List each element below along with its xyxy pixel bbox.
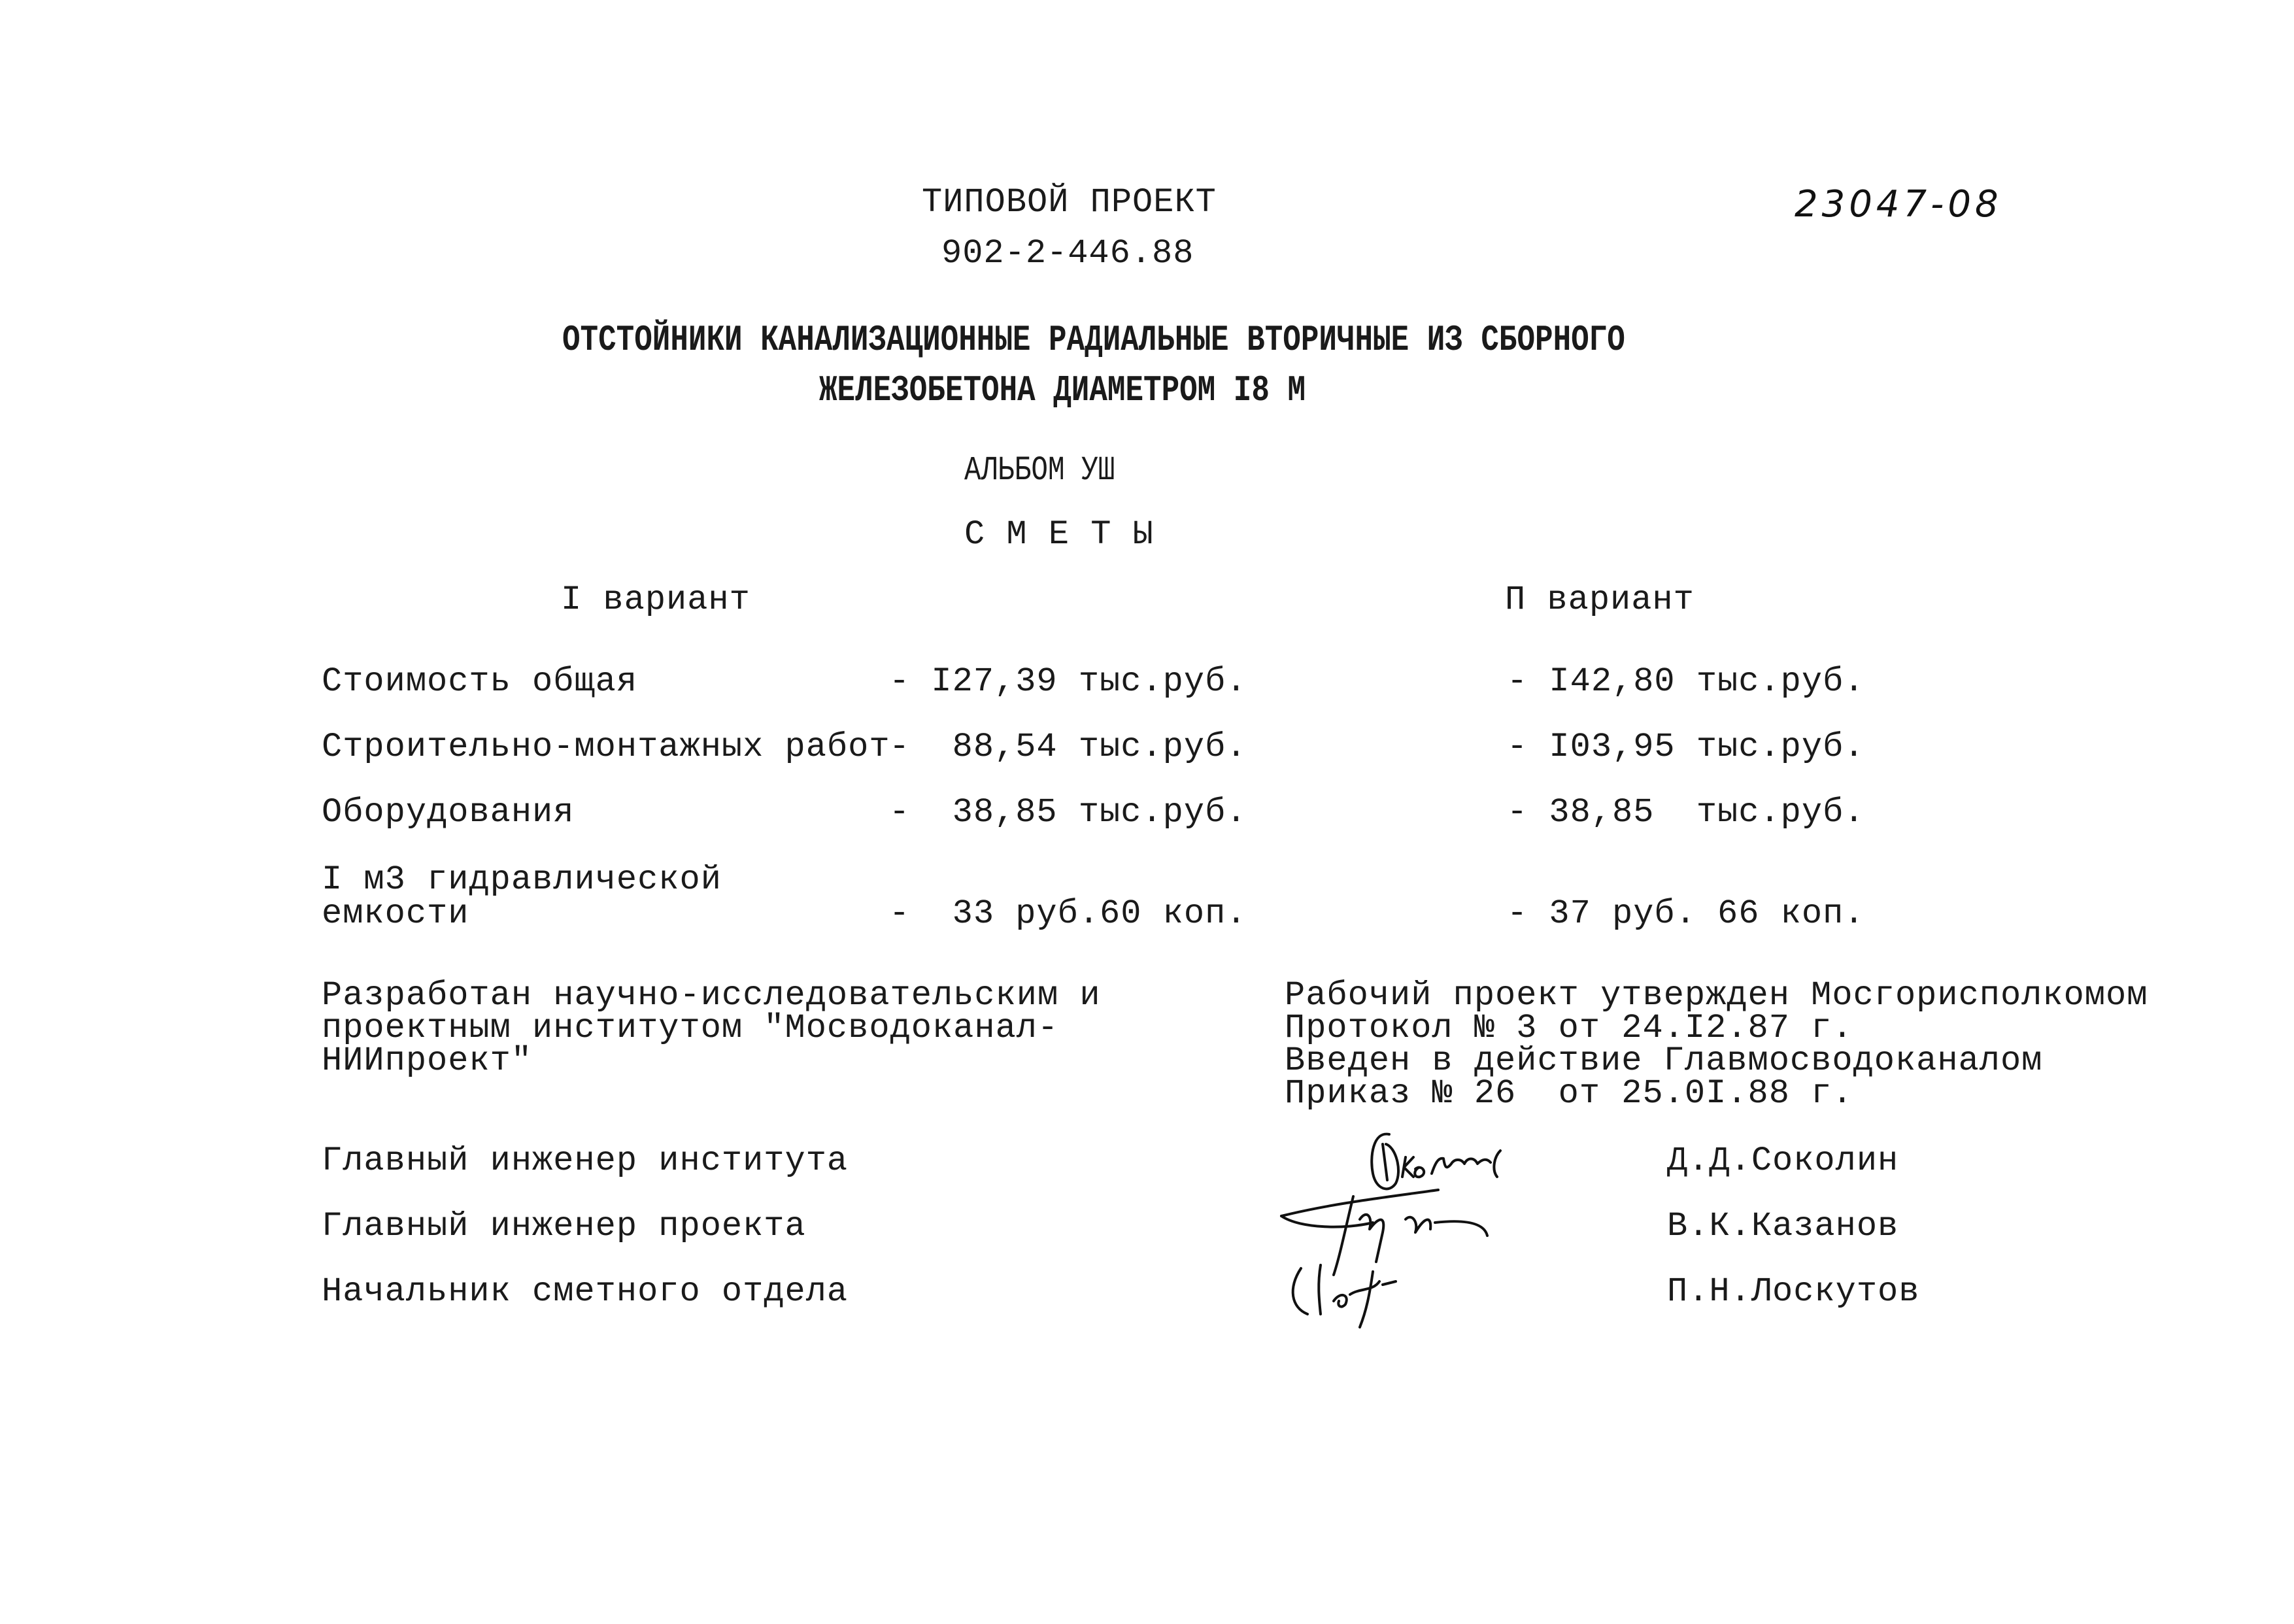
project-number: 902-2-446.88 (941, 234, 1194, 273)
estimate-row-label-line2: емкости (322, 894, 469, 933)
signatory-name: П.Н.Лоскутов (1667, 1272, 1920, 1311)
developer-line: НИИпроект" (322, 1041, 533, 1080)
estimate-row-label-line1: I м3 гидравлической (322, 860, 722, 899)
estimate-row-v2: - 38,85 тыс.руб. (1507, 793, 1865, 832)
variant2-heading: П вариант (1505, 581, 1695, 619)
estimate-row-label: Стоимость общая (322, 662, 638, 701)
document-title-line1: ОТСТОЙНИКИ КАНАЛИЗАЦИОННЫЕ РАДИАЛЬНЫЕ ВТОРИЧНЫЕ ИЗ СБОРНОГО (562, 319, 1625, 361)
signatory-name: В.К.Казанов (1667, 1207, 1899, 1245)
approval-line: Приказ № 26 от 25.0I.88 г. (1285, 1074, 1853, 1113)
signatory-role: Главный инженер проекта (322, 1207, 806, 1245)
estimate-row-label: Строительно-монтажных работ (322, 728, 890, 766)
approval-line: Рабочий проект утвержден Мосгорисполкомом (1285, 976, 2148, 1015)
estimate-row-v2: - 37 руб. 66 коп. (1507, 894, 1865, 933)
estimate-row-v1: - 33 руб.60 коп. (889, 894, 1247, 933)
variant1-heading: I вариант (561, 581, 751, 619)
estimate-row-label: Оборудования (322, 793, 575, 832)
estimate-row-v2: - I42,80 тыс.руб. (1507, 662, 1865, 701)
approval-line: Введен в действие Главмосводоканалом (1285, 1041, 2043, 1080)
section-title: С М Е Т Ы (964, 515, 1154, 554)
developer-line: проектным институтом "Мосводоканал- (322, 1009, 1059, 1047)
estimate-row-v1: - I27,39 тыс.руб. (889, 662, 1247, 701)
document-title-line2: ЖЕЛЕЗОБЕТОНА ДИАМЕТРОМ I8 М (819, 369, 1306, 411)
signatory-name: Д.Д.Соколин (1667, 1142, 1899, 1180)
signatory-role: Главный инженер института (322, 1142, 849, 1180)
estimate-row-v1: - 88,54 тыс.руб. (889, 728, 1247, 766)
album-label: АЛЬБОМ УШ (964, 451, 1115, 490)
developer-line: Разработан научно-исследовательским и (322, 976, 1101, 1015)
handwritten-code: 23047-08 (1795, 183, 2002, 226)
doc-type-heading: ТИПОВОЙ ПРОЕКТ (922, 183, 1217, 222)
signatory-role: Начальник сметного отдела (322, 1272, 849, 1311)
estimate-row-v1: - 38,85 тыс.руб. (889, 793, 1247, 832)
estimate-row-v2: - I03,95 тыс.руб. (1507, 728, 1865, 766)
signature-loskutov-icon (1281, 1255, 1543, 1334)
approval-line: Протокол № 3 от 24.I2.87 г. (1285, 1009, 1853, 1047)
